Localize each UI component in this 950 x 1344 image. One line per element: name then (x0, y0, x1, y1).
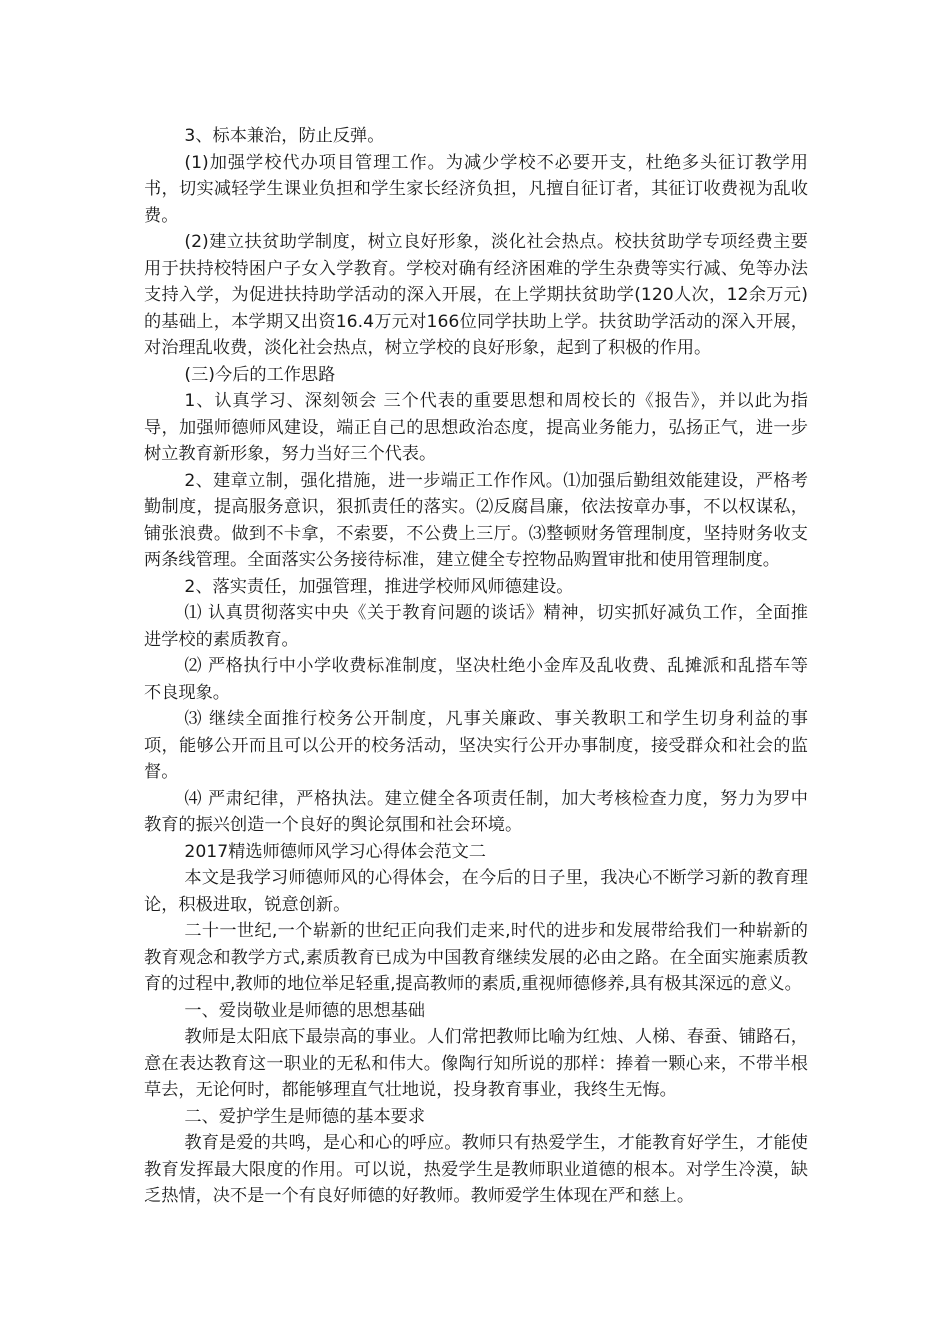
list-item: ⑴ 认真贯彻落实中央《关于教育问题的谈话》精神，切实抓好减负工作，全面推进学校的素质教育。 (144, 603, 808, 650)
paragraph: 教师是太阳底下最崇高的事业。人们常把教师比喻为红烛、人梯、春蚕、铺路石，意在表达教育这一职业的无私和伟大。像陶行知所说的那样：捧着一颗心来，不带半根草去，无论何时，都能够理直气壮地说，投身教育事业，我终生无悔。 (144, 1027, 808, 1100)
paragraph: 二十一世纪,一个崭新的世纪正向我们走来,时代的进步和发展带给我们一种崭新的教育观念和教学方式,素质教育已成为中国教育继续发展的必由之路。在全面实施素质教育的过程中,教师的地位举足轻重,提高教师的素质,重视师德修养,具有极其深远的意义。 (144, 921, 808, 994)
section-heading-dedication: 一、爱岗敬业是师德的思想基础 (184, 1000, 426, 1021)
paragraph: (2)建立扶贫助学制度，树立良好形象，淡化社会热点。校扶贫助学专项经费主要用于扶持校特困户子女入学教育。学校对确有经济困难的学生杂费等实行减、免等办法支持入学，为促进扶持助学活动的深入开展，在上学期扶贫助学(120人次，12余万元)的基础上，本学期又出资16.4万元对166位同学扶助上学。扶贫助学活动的深入开展，对治理乱收费，淡化社会热点，树立学校的良好形象，起到了积极的作用。 (144, 232, 808, 358)
article-title-two: 2017精选师德师风学习心得体会范文二 (184, 841, 486, 862)
paragraph: 1、认真学习、深刻领会 三个代表的重要思想和周校长的《报告》，并以此为指导，加强师德师风建设，端正自己的思想政治态度，提高业务能力，弘扬正气，进一步树立教育新形象，努力当好三个代表。 (144, 391, 808, 464)
paragraph: 教育是爱的共鸣，是心和心的呼应。教师只有热爱学生，才能教育好学生，才能使教育发挥最大限度的作用。可以说，热爱学生是教师职业道德的根本。对学生冷漠，缺乏热情，决不是一个有良好师德的好教师。教师爱学生体现在严和慈上。 (144, 1133, 808, 1206)
section-heading-responsibility: 2、落实责任，加强管理，推进学校师风师德建设。 (184, 576, 574, 597)
list-item: ⑶ 继续全面推行校务公开制度，凡事关廉政、事关教职工和学生切身利益的事项，能够公开而且可以公开的校务活动，坚决实行公开办事制度，接受群众和社会的监督。 (144, 709, 808, 782)
section-heading-future-plan: (三)今后的工作思路 (184, 364, 336, 385)
section-heading-care-students: 二、爱护学生是师德的基本要求 (184, 1106, 426, 1127)
paragraph: 本文是我学习师德师风的心得体会，在今后的日子里，我决心不断学习新的教育理论，积极进取，锐意创新。 (144, 868, 808, 915)
list-item: ⑵ 严格执行中小学收费标准制度，坚决杜绝小金库及乱收费、乱摊派和乱搭车等不良现象。 (144, 656, 808, 703)
list-item: ⑷ 严肃纪律，严格执法。建立健全各项责任制，加大考核检查力度，努力为罗中教育的振兴创造一个良好的舆论氛围和社会环境。 (144, 788, 808, 835)
section-heading-3: 3、标本兼治，防止反弹。 (184, 126, 385, 146)
document-page (144, 123, 808, 1210)
paragraph: 2、建章立制，强化措施，进一步端正工作作风。⑴加强后勤组效能建设，严格考勤制度，提高服务意识，狠抓责任的落实。⑵反腐昌廉，依法按章办事，不以权谋私，铺张浪费。做到不卡拿，不索要，不公费上三厅。⑶整顿财务管理制度，坚持财务收支两条线管理。全面落实公务接待标准，建立健全专控物品购置审批和使用管理制度。 (144, 470, 808, 570)
paragraph: (1)加强学校代办项目管理工作。为减少学校不必要开支，杜绝多头征订教学用书，切实减轻学生课业负担和学生家长经济负担，凡擅自征订者，其征订收费视为乱收费。 (144, 152, 808, 226)
